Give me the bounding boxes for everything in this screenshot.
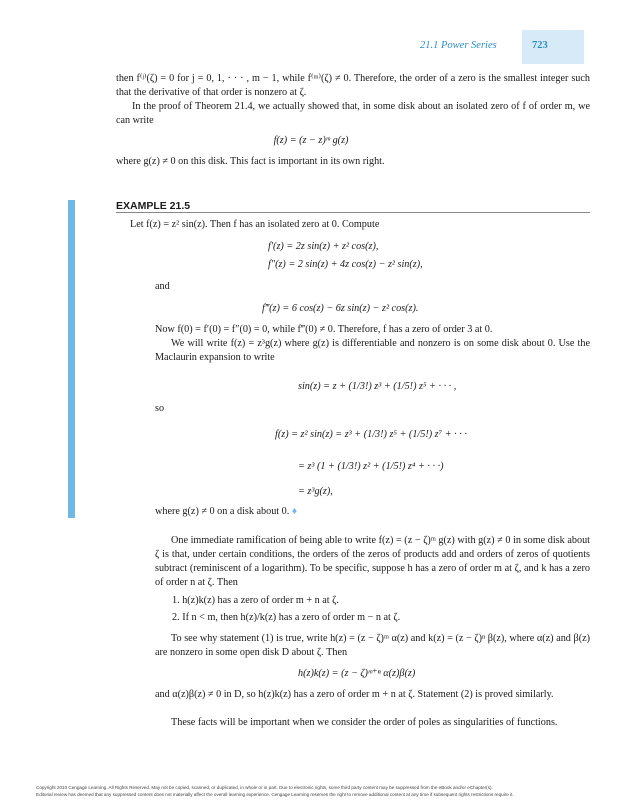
equation-zero-factor: f(z) = (z − z)ᵐ g(z) (273, 135, 349, 146)
end-of-example-icon: ♦ (291, 506, 298, 517)
example-paragraph-2: Now f(0) = f′(0) = f″(0) = 0, while f‴(0) ≠ 0. Therefore, f has a zero of order 3 at 0. (155, 324, 493, 335)
proof-paragraph: To see why statement (1) is true, write h(z) = (z − ζ)ᵐ α(z) and k(z) = (z − ζ)ⁿ β(z), where α(z) and β(z) are nonzero in some open disk D about ζ. Then (155, 633, 590, 658)
running-header: 21.1 Power Series (420, 40, 497, 51)
closing-paragraph: These facts will be important when we consider the order of poles as singularities of functions. (171, 717, 558, 728)
equation-f-factored: = z³ (1 + (1/3!) z² + (1/5!) z⁴ + · · ·) (298, 461, 444, 472)
page-number: 723 (532, 40, 548, 51)
equation-second-derivative: f″(z) = 2 sin(z) + 4z cos(z) − z² sin(z), (268, 259, 423, 270)
example-conclusion: where g(z) ≠ 0 on a disk about 0. (155, 506, 290, 517)
intro-paragraph-1: then f⁽ʲ⁾(ζ) = 0 for j = 0, 1, · · · , m − 1, while f⁽ᵐ⁾(ζ) ≠ 0. Therefore, the order of a zero is the smallest integer such that the derivative of that order is nonzero at ζ. (116, 73, 590, 98)
list-item-2: 2. If n < m, then h(z)/k(z) has a zero of order m − n at ζ. (172, 612, 401, 623)
equation-third-derivative: f‴(z) = 6 cos(z) − 6z sin(z) − z² cos(z). (262, 303, 419, 314)
example-title: EXAMPLE 21.5 (116, 200, 191, 212)
example-so: so (155, 403, 165, 414)
equation-f-final: = z³g(z), (298, 486, 333, 497)
equation-f-series: f(z) = z² sin(z) = z³ + (1/3!) z⁵ + (1/5!) z⁷ + · · · (275, 429, 467, 440)
intro-paragraph-2: In the proof of Theorem 21.4, we actually showed that, in some disk about an isolated zero of f of order m, we can write (116, 101, 590, 126)
equation-sine-series: sin(z) = z + (1/3!) z³ + (1/5!) z⁵ + · · · , (298, 381, 457, 392)
ramification-paragraph: One immediate ramification of being able to write f(z) = (z − ζ)ᵐ g(z) with g(z) ≠ 0 in some disk about ζ is that, under certain conditions, the orders of the zeros of products add and orders of zeros of quotients subtract (reminiscent of a logarithm). To be specific, suppose h has a zero of order m at ζ, and k has a zero of order n at ζ. Then (155, 535, 590, 588)
example-rule (116, 212, 590, 213)
intro-paragraph-3: where g(z) ≠ 0 on this disk. This fact is important in its own right. (116, 156, 385, 167)
example-paragraph-1: Let f(z) = z² sin(z). Then f has an isolated zero at 0. Compute (130, 219, 380, 230)
proof-conclusion-paragraph: and α(z)β(z) ≠ 0 in D, so h(z)k(z) has a zero of order m + n at ζ. Statement (2) is proved similarly. (155, 689, 554, 700)
example-paragraph-4 (155, 505, 455, 519)
copyright-line-1: Copyright 2010 Cengage Learning. All Rights Reserved. May not be copied, scanned, or duplicated, in whole or in part. Due to electronic rights, some third party content may be suppressed from the eBook and/or eChapter(s). (36, 785, 493, 790)
equation-first-derivative: f′(z) = 2z sin(z) + z² cos(z), (268, 241, 379, 252)
example-and: and (155, 281, 170, 292)
equation-product: h(z)k(z) = (z − ζ)ᵐ⁺ⁿ α(z)β(z) (298, 668, 416, 679)
example-sidebar-bar (68, 200, 75, 518)
copyright-line-2: Editorial review has deemed that any suppressed content does not materially affect the overall learning experience. Cengage Learning reserves the right to remove additional content at any time if subsequent rights restrictions require it. (36, 792, 514, 797)
list-item-1: 1. h(z)k(z) has a zero of order m + n at ζ. (172, 595, 339, 606)
example-paragraph-3: We will write f(z) = z³g(z) where g(z) is differentiable and nonzero is on some disk about 0. Use the Maclaurin expansion to write (155, 338, 590, 363)
